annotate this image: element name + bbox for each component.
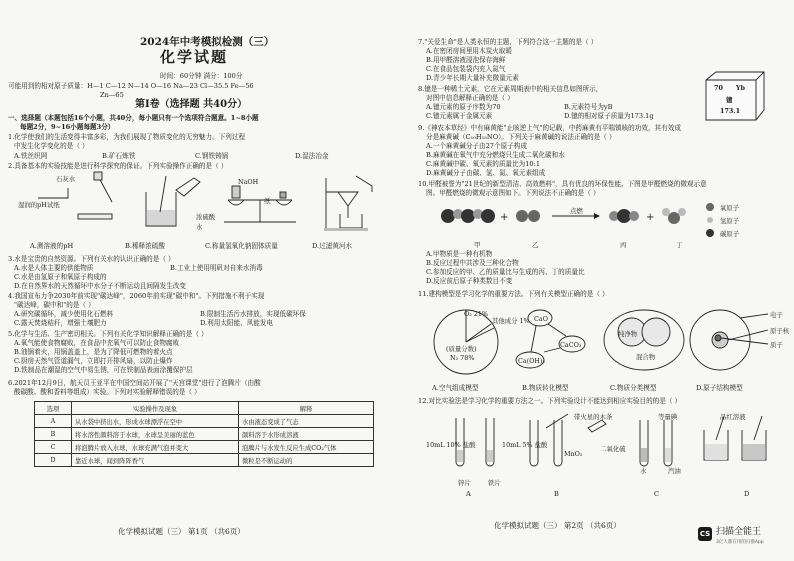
q10-option-c: C.参加反应的甲、乙的质量比与生成的丙、丁的质量比 — [426, 268, 585, 276]
section-heading: 第Ⅰ卷（选择题 共40分） — [135, 99, 248, 110]
q11-label-caoh2: Ca(OH)₂ — [518, 357, 546, 365]
q10-legend-icons — [704, 202, 716, 238]
table-header-option: 选项 — [35, 402, 72, 415]
q10-line-1: 10.甲醛被誉为"21世纪的新型清洁、高效燃料"，具有优良的环保性能。下图是甲醛燃烧的微观示意 — [418, 180, 707, 188]
table-cell: 将泡腾片放入水球，水球充满气泡并变大 — [72, 441, 239, 454]
page-2-footer: 化学模拟试题（三） 第2页 （共6页） — [494, 521, 621, 530]
table-row — [35, 415, 374, 428]
experiment-d — [704, 416, 766, 460]
q12-stem: 12.对比实验法是学习化学的重要方法之一。下列实验设计不能达到相应实验目的的是（ ） — [418, 397, 682, 405]
q2-option-b: B.稀释浓硫酸 — [125, 242, 165, 250]
q3-option-d: D.在自然界水的天然循环中水分子不断运动且间隔发生改变 — [14, 282, 186, 290]
q8-option-c: C.镱元素属于金属元素 — [426, 112, 493, 120]
filtration-figure — [324, 176, 372, 231]
element-mass: 173.1 — [720, 107, 741, 115]
q4-option-c: C.露天焚烧秸秆，增强土壤肥力 — [14, 319, 107, 327]
q8-option-d: D.镱的相对原子质量为173.1g — [564, 112, 654, 120]
q2-label-ph-paper: 湿润的pH试纸 — [18, 201, 60, 209]
q11-option-d: D.原子结构模型 — [696, 384, 743, 392]
q10-line-2: 图。甲醛燃烧的微观示意图如下。下列说法不正确的是（ ） — [426, 189, 600, 197]
q12-label-hcl5: 10mL 5% 盐酸 — [502, 441, 548, 449]
q11-label-caco3: CaCO₃ — [560, 341, 582, 349]
q7-option-d: D.青少年长期大量补充微量元素 — [426, 74, 519, 82]
q8-option-a: A.镱元素的原子序数为70 — [426, 103, 501, 111]
scanner-watermark — [698, 525, 784, 551]
table-row — [35, 428, 374, 441]
q11-label-n2: N₂ 78% — [450, 354, 475, 362]
q12-label-iodine: 等量碘 — [658, 413, 678, 421]
scanner-logo-icon: CS — [698, 527, 712, 541]
q2-label-water: 水 — [196, 223, 203, 231]
q12-label-water: 水 — [640, 467, 647, 475]
atom-structure-model — [690, 310, 768, 370]
q11-option-b: B.物质转化模型 — [522, 384, 569, 392]
q11-option-c: C.物质分类模型 — [610, 384, 657, 392]
table-cell: 将水溶性颜料溶于水球，水球呈美丽的蓝色 — [72, 428, 239, 441]
q11-label-mixture: 混合物 — [636, 353, 656, 361]
q7-stem: 7."关爱生命"是人类永恒的主题，下列符合这一主题的是（ ） — [418, 38, 598, 46]
table-cell: D — [35, 454, 72, 467]
q10-label-yi: 乙 — [532, 241, 539, 249]
table-cell: 靠近水球，闻到阵阵香气 — [72, 454, 239, 467]
q2-option-a: A.测溶液的pH — [30, 242, 74, 250]
table-cell: 微粒是不断运动的 — [239, 454, 374, 467]
q7-option-a: A.在密闭房间里用木炭火取暖 — [426, 47, 512, 55]
q2-lab-figures — [28, 172, 388, 234]
q11-label-mass-fraction: (质量分数) — [446, 345, 477, 353]
q7-option-b: B.用甲醛溶液浸泡保存海鲜 — [426, 56, 506, 64]
q11-label-other: 其他成分 1% — [492, 317, 530, 325]
q9-line-2: 分是麻黄碱（C₁₀H₁₅NO）。下列关于麻黄碱的说法正确的是（ ） — [426, 133, 616, 141]
q9-option-a: A.一个麻黄碱分子由27个原子构成 — [426, 142, 527, 150]
q11-label-electron: 电子 — [770, 311, 783, 319]
table-cell: B — [35, 428, 72, 441]
element-number: 70 — [714, 84, 723, 92]
q11-label-cao: CaO — [534, 315, 548, 323]
molecule-yi — [516, 210, 540, 222]
q2-label-limewater: 石灰水 — [56, 175, 76, 183]
dilution-figure — [146, 176, 200, 226]
instructions-line-2: 每题2分，9~16小题每题3分） — [20, 123, 115, 131]
svg-text:+: + — [500, 212, 509, 223]
legend-oxygen: 氧原子 — [720, 204, 740, 212]
q5-stem: 5.化学与生活、生产密切相关。下列有关化学知识解释正确的是（ ） — [8, 330, 208, 338]
carbon-atom-icon — [706, 229, 714, 237]
q2-label-paper: 纸 — [264, 197, 271, 205]
q4-option-d: D.利用太阳能、风能发电 — [200, 319, 274, 327]
q2-stem: 2.具备基本的实验技能是进行科学探究的保证。下列实验操作正确的是（ ） — [8, 162, 228, 170]
q10-label-ignite: 点燃 — [570, 207, 583, 215]
hydrogen-atom-icon — [707, 217, 713, 223]
q8-line-1: 8.镱是一种稀土元素，它在元素周期表中的相关信息如图所示， — [418, 85, 603, 93]
q11-stem: 11.建构模型是学习化学的重要方法。下列有关模型正确的是（ ） — [418, 290, 609, 298]
scanner-tagline: 3亿人都在用的扫描App — [716, 540, 764, 545]
scanner-app-name: 扫描全能王 — [716, 527, 762, 537]
q12-label-so2: 二氧化硫 — [600, 445, 626, 453]
molecule-ding — [662, 208, 686, 224]
q7-option-c: C.在食品包装袋内充入氮气 — [426, 65, 506, 73]
page-1-footer: 化学模拟试题（三） 第1页 （共6页） — [118, 527, 245, 536]
q6-line-1: 6.2021年12月9日，航天员王亚平在中国空间站开展了"天宫课堂"进行了泡腾片（由酸 — [8, 379, 261, 387]
q2-label-naoh: NaOH — [238, 178, 259, 186]
q10-reaction-diagram — [434, 198, 714, 238]
time-info: 时间：60分钟 满分：100分 — [160, 72, 243, 80]
q11-option-a: A.空气组成模型 — [432, 384, 479, 392]
table-cell: 水由液态变成了气态 — [239, 415, 374, 428]
q1-option-b: B.矿石炼铁 — [102, 152, 136, 160]
table-row — [35, 441, 374, 454]
page-2 — [404, 0, 794, 561]
classification-model — [604, 310, 684, 370]
q11-label-pure: 纯净物 — [618, 330, 638, 338]
q12-label-fuchsin: 品红溶液 — [720, 413, 746, 421]
air-pie-model — [434, 310, 498, 374]
q12-option-c: C — [654, 490, 660, 498]
q12-label-zinc: 锌片 — [458, 479, 471, 487]
exam-title: 2024年中考模拟检测（三） — [140, 36, 275, 48]
table-header-explanation: 解释 — [239, 402, 374, 415]
q10-label-jia: 甲 — [474, 241, 481, 249]
q2-option-c: C.称量氢氧化钠固体质量 — [205, 242, 278, 250]
q4-line-2: "碳达峰，碳中和"的是（ ） — [14, 301, 95, 309]
q10-label-ding: 丁 — [676, 241, 683, 249]
legend-hydrogen: 氢原子 — [720, 217, 740, 225]
q1-option-c: C.钢铁铸锅 — [195, 152, 229, 160]
element-name: 镱 — [726, 96, 733, 104]
q11-label-nucleus: 原子核 — [770, 327, 790, 335]
legend-carbon: 碳原子 — [720, 230, 740, 238]
q3-option-a: A.水是人体主要的供能物质 — [14, 264, 94, 272]
q3-option-c: C.水是由氢原子和氧原子构成的 — [14, 273, 107, 281]
instructions-line-1: 一、选择题（本题包括16个小题，共40分，每小题只有一个选项符合题意。1~8小题 — [8, 114, 259, 122]
svg-text:+: + — [646, 212, 655, 223]
q10-label-bing: 丙 — [620, 241, 627, 249]
q4-option-a: A.研究碳循环，减少使用化石燃料 — [14, 310, 114, 318]
atomic-mass-info: 可能用到的相对原子质量：H—1 C—12 N—14 O—16 Na—23 Cl—35.5 Fe—56 — [8, 82, 254, 90]
q12-label-iron: 铁片 — [488, 479, 501, 487]
balance-figure — [224, 186, 296, 222]
q12-option-b: B — [554, 490, 559, 498]
q2-option-d: D.过滤黄河水 — [312, 242, 353, 250]
q4-option-b: B.限制生活污水排放，实现低碳环保 — [200, 310, 306, 318]
q9-option-c: C.麻黄碱中碳、氧元素的质量比为10:1 — [426, 160, 541, 168]
table-cell: 颜料溶于水形成溶液 — [239, 428, 374, 441]
q8-option-b: B.元素符号为yB — [564, 103, 613, 111]
oxygen-atom-icon — [706, 203, 714, 211]
q10-option-b: B.反应过程中共涉及三种化合物 — [426, 259, 519, 267]
q12-label-splint: 带火星的木条 — [574, 413, 613, 421]
q9-option-d: D.麻黄碱分子由碳、氢、氮、氧元素组成 — [426, 169, 546, 177]
table-header-row — [35, 402, 374, 415]
q1-option-a: A.铁丝织网 — [14, 152, 48, 160]
q6-line-2: 酸碳酸、酸和香料等组成）实验。下列对实验解释错误的是（ ） — [14, 388, 201, 396]
atomic-mass-info-2: Zn—65 — [100, 91, 124, 99]
q11-label-o2: O₂ 21% — [464, 310, 489, 318]
molecule-bing — [609, 209, 639, 223]
q5-option-b: B.油锅着火，用锅盖盖上，是为了降低可燃物的着火点 — [14, 348, 173, 356]
q10-option-d: D.反应前后原子种类数目不变 — [426, 277, 513, 285]
q12-label-hcl10: 10mL 10% 盐酸 — [426, 441, 476, 449]
q3-stem: 3.水是宝贵的自然资源。下列有关水的认识正确的是（ ） — [8, 255, 175, 263]
q6-table — [34, 401, 374, 467]
q8-line-2: 对图中信息解释正确的是（ ） — [426, 94, 514, 102]
q12-option-a: A — [466, 490, 471, 498]
q5-option-d: D.铁制品在潮湿的空气中易生锈，可在铁制品表面涂覆保护层 — [14, 366, 193, 374]
molecule-jia — [441, 209, 495, 223]
table-cell: 泡腾片与水发生反应生成CO₂气体 — [239, 441, 374, 454]
table-header-operation: 实验操作及现象 — [72, 402, 239, 415]
table-cell: A — [35, 415, 72, 428]
q3-option-b: B.工业上使用明矾对自来水消毒 — [170, 264, 263, 272]
q1-line-1: 1.化学使我们的生活变得丰富多彩，为我们展现了物质变化的无穷魅力。下列过程 — [8, 133, 246, 141]
experiment-c — [640, 420, 672, 466]
q12-option-d: D — [744, 490, 750, 498]
q11-label-proton: 质子 — [770, 341, 783, 349]
q5-option-c: C.厨房天然气管道漏气，立即打开排风扇，以防止爆炸 — [14, 357, 173, 365]
table-cell: 从水袋中挤出水，形成水球漂浮在空中 — [72, 415, 239, 428]
q10-option-a: A.甲物质是一种有机物 — [426, 250, 493, 258]
q12-label-gasoline: 汽油 — [668, 467, 681, 475]
subject-title: 化学试题 — [160, 48, 229, 66]
q9-option-b: B.麻黄碱在氧气中充分燃烧只生成二氧化碳和水 — [426, 151, 565, 159]
table-row — [35, 454, 374, 467]
element-symbol: Yb — [736, 84, 746, 92]
q1-line-2: 中发生化学变化的是（ ） — [14, 142, 89, 150]
q5-option-a: A.氧气能使食物腐败，在食品中充氧气可以防止食物腐败 — [14, 339, 180, 347]
q2-label-conc-acid: 浓硫酸 — [196, 213, 216, 221]
q12-label-mno2: MnO₂ — [564, 450, 583, 458]
q9-line-1: 9.《神农本草经》中有麻黄能"止咳逆上气"的记载，中药麻黄有平喘镇咳的功效，其有效成 — [418, 124, 681, 132]
table-cell: C — [35, 441, 72, 454]
q4-line-1: 4.我国宣布力争2030年前实现"碳达峰"，2060年前实现"碳中和"。下列措施不利于实现 — [8, 292, 265, 300]
q1-option-d: D.湿法冶金 — [295, 152, 329, 160]
